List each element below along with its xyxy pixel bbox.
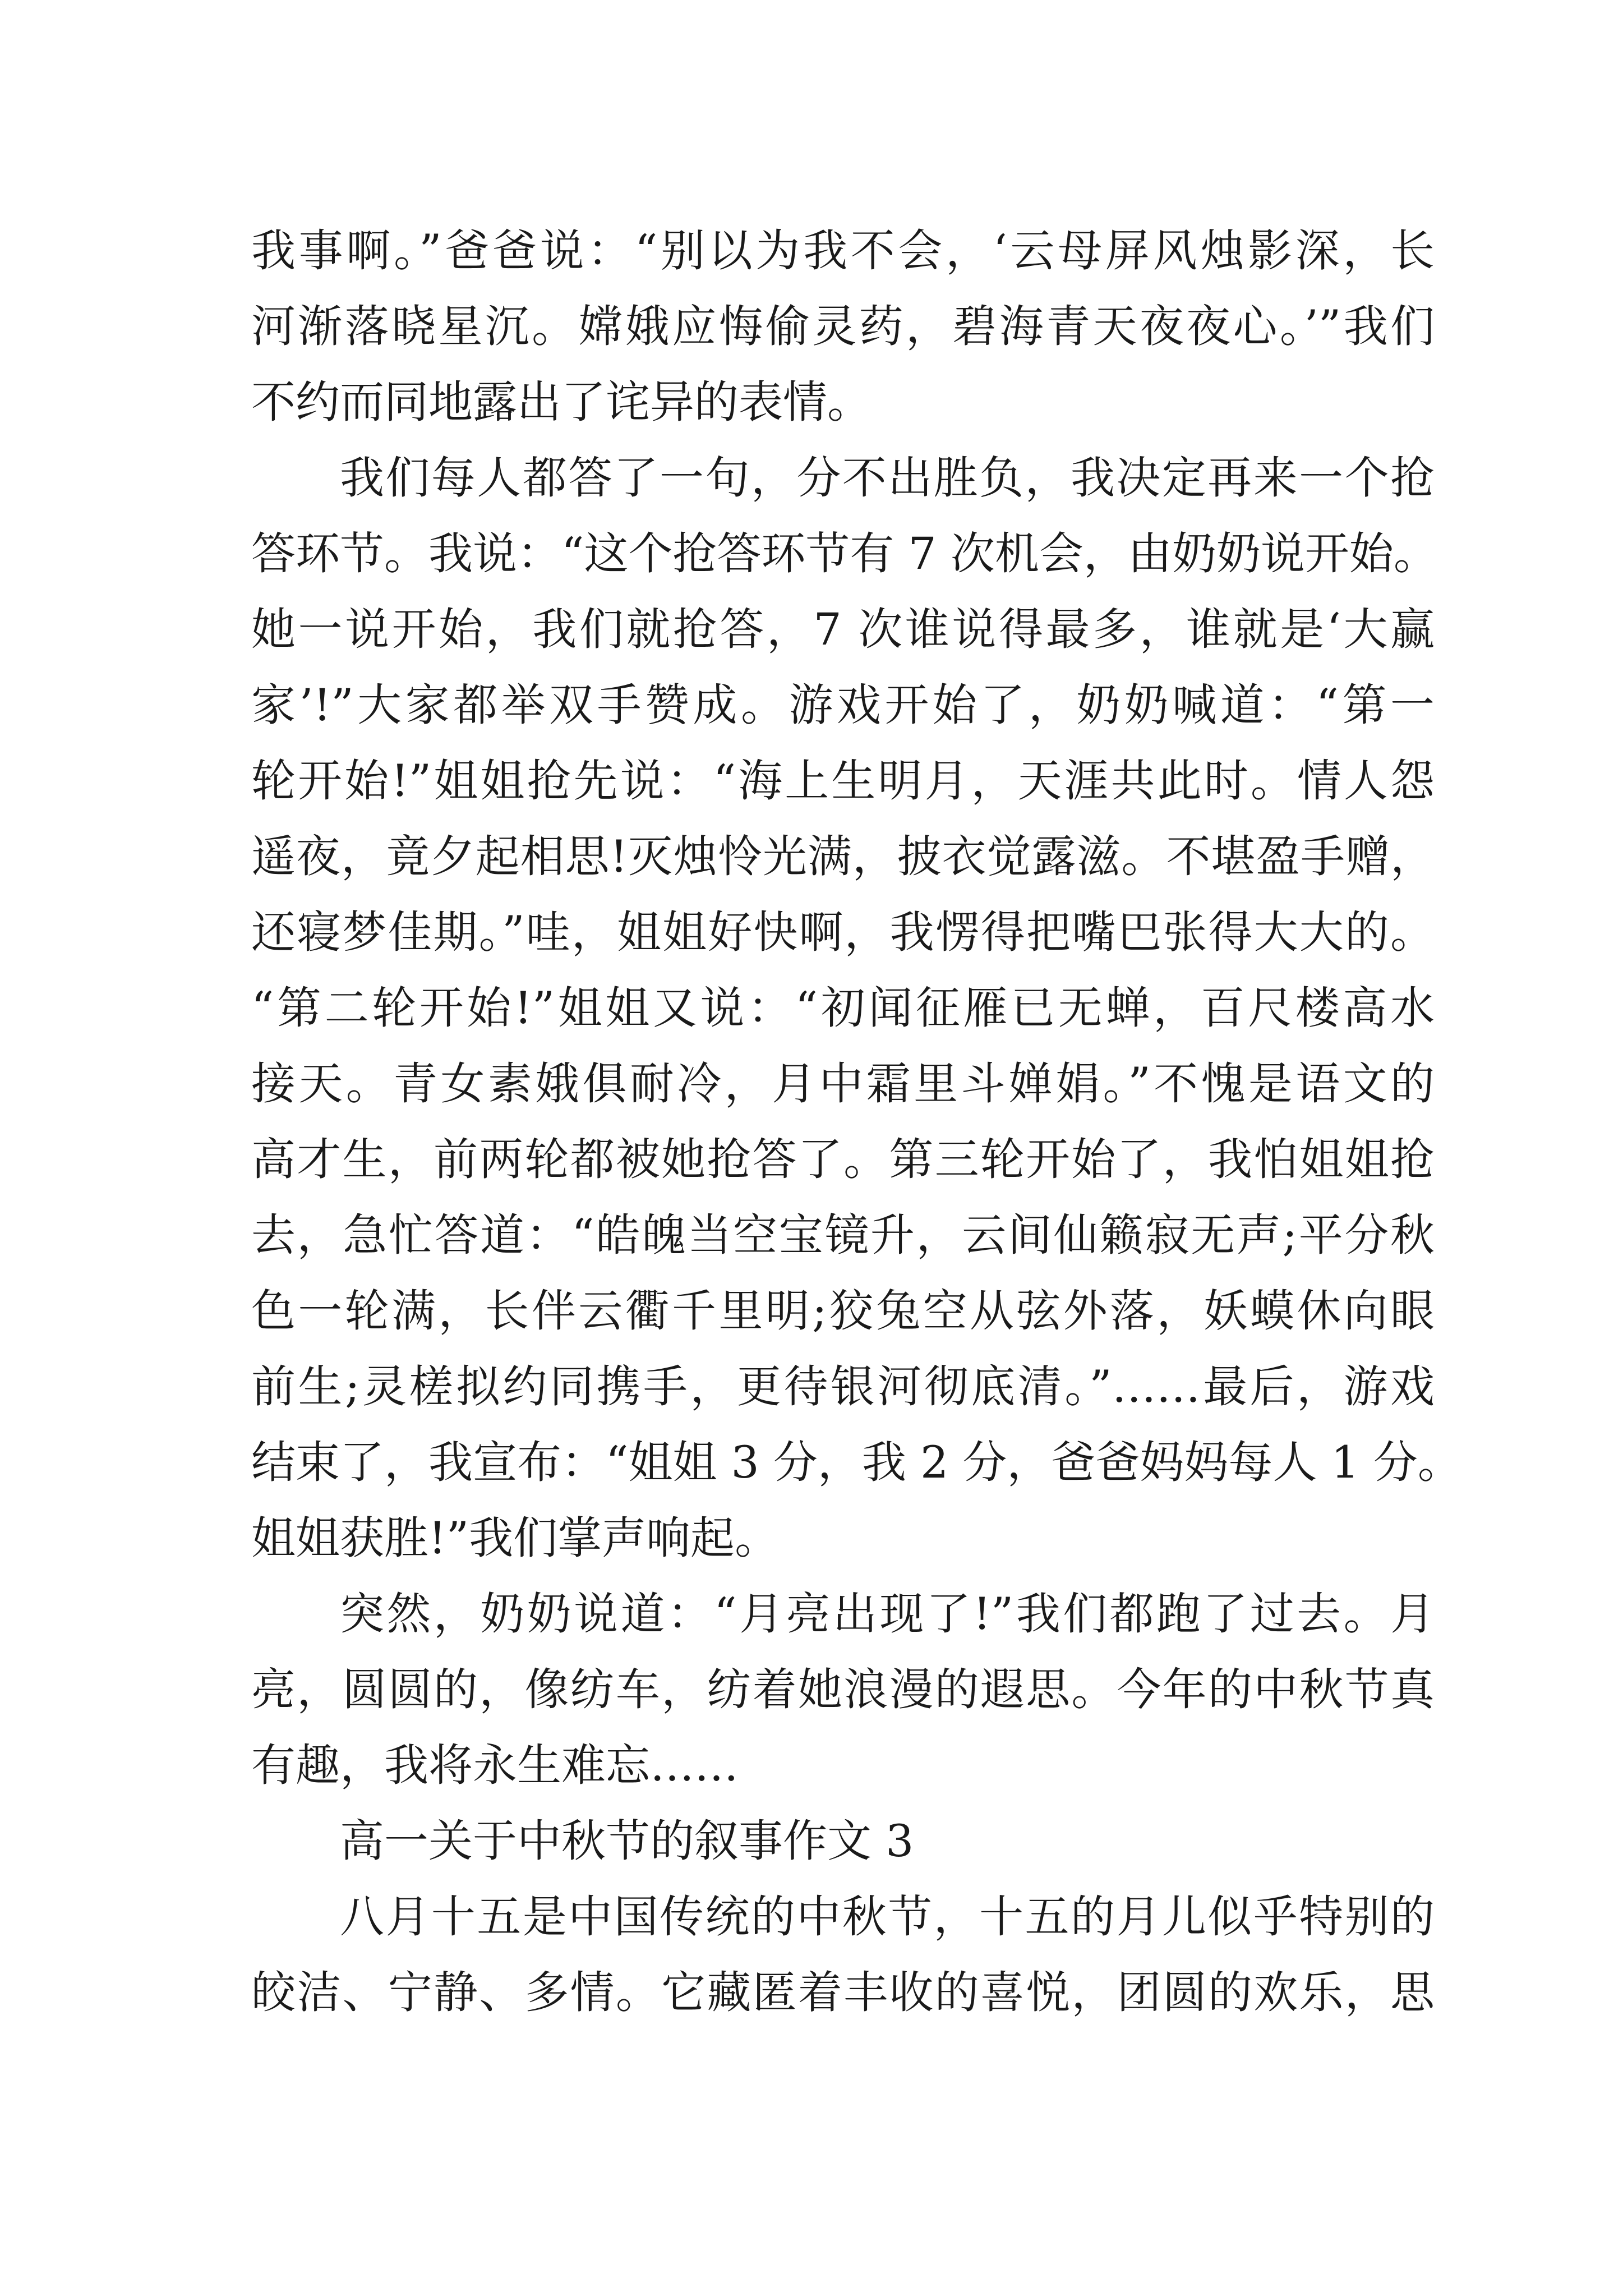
text-line: 接天。青女素娥俱耐冷，月中霜里斗婵娟。”不愧是语文的	[251, 1058, 1435, 1110]
text-line: 结束了，我宣布：“姐姐 3 分，我 2 分，爸爸妈妈每人 1 分。	[251, 1437, 1462, 1488]
paragraph	[251, 213, 1435, 440]
text-line: 家’!”大家都举双手赞成。游戏开始了，奶奶喊道：“第一	[251, 679, 1435, 731]
heading-text: 高一关于中秋节的叙事作文 3	[340, 1815, 914, 1867]
text-line: 我事啊。”爸爸说：“别以为我不会，‘云母屏风烛影深，长	[251, 225, 1435, 277]
paragraph	[251, 1576, 1435, 1803]
text-line: 遥夜，竟夕起相思!灭烛怜光满，披衣觉露滋。不堪盈手赠，	[251, 831, 1435, 882]
text-line: 河渐落晓星沉。嫦娥应悔偷灵药，碧海青天夜夜心。’”我们	[251, 301, 1435, 352]
text-line: 还寝梦佳期。”哇，姐姐好快啊，我愣得把嘴巴张得大大的。	[251, 907, 1435, 958]
text-line: 前生;灵槎拟约同携手，更待银河彻底清。”……最后，游戏	[251, 1361, 1435, 1412]
text-line: 她一说开始，我们就抢答，7 次谁说得最多，谁就是‘大赢	[251, 604, 1435, 655]
text-line: 突然，奶奶说道：“月亮出现了!”我们都跑了过去。月	[340, 1588, 1435, 1640]
text-line: 去，急忙答道：“皓魄当空宝镜升，云间仙籁寂无声;平分秋	[251, 1209, 1435, 1261]
text-line: “第二轮开始!”姐姐又说：“初闻征雁已无蝉，百尺楼高水	[251, 982, 1435, 1034]
text-line: 高才生，前两轮都被她抢答了。第三轮开始了，我怕姐姐抢	[251, 1134, 1435, 1185]
text-line: 轮开始!”姐姐抢先说：“海上生明月，天涯共此时。情人怨	[251, 755, 1435, 807]
text-line: 亮，圆圆的，像纺车，纺着她浪漫的遐思。今年的中秋节真	[251, 1664, 1435, 1715]
text-line: 皎洁、宁静、多情。它藏匿着丰收的喜悦，团圆的欢乐，思	[251, 1967, 1435, 2018]
text-line: 有趣，我将永生难忘……	[251, 1740, 739, 1791]
document-body	[251, 213, 1462, 2031]
text-line: 色一轮满，长伴云衢千里明;狡兔空从弦外落，妖蟆休向眼	[251, 1285, 1435, 1337]
paragraph	[251, 440, 1462, 1576]
paragraph	[251, 1879, 1435, 2031]
text-line: 八月十五是中国传统的中秋节，十五的月儿似乎特别的	[340, 1891, 1435, 1943]
text-line: 答环节。我说：“这个抢答环节有 7 次机会，由奶奶说开始。	[251, 528, 1438, 579]
section-heading	[251, 1803, 1435, 1879]
text-line: 不约而同地露出了诧异的表情。	[251, 376, 872, 428]
text-line: 姐姐获胜!”我们掌声响起。	[251, 1512, 780, 1564]
text-line: 我们每人都答了一句，分不出胜负，我决定再来一个抢	[340, 452, 1435, 504]
